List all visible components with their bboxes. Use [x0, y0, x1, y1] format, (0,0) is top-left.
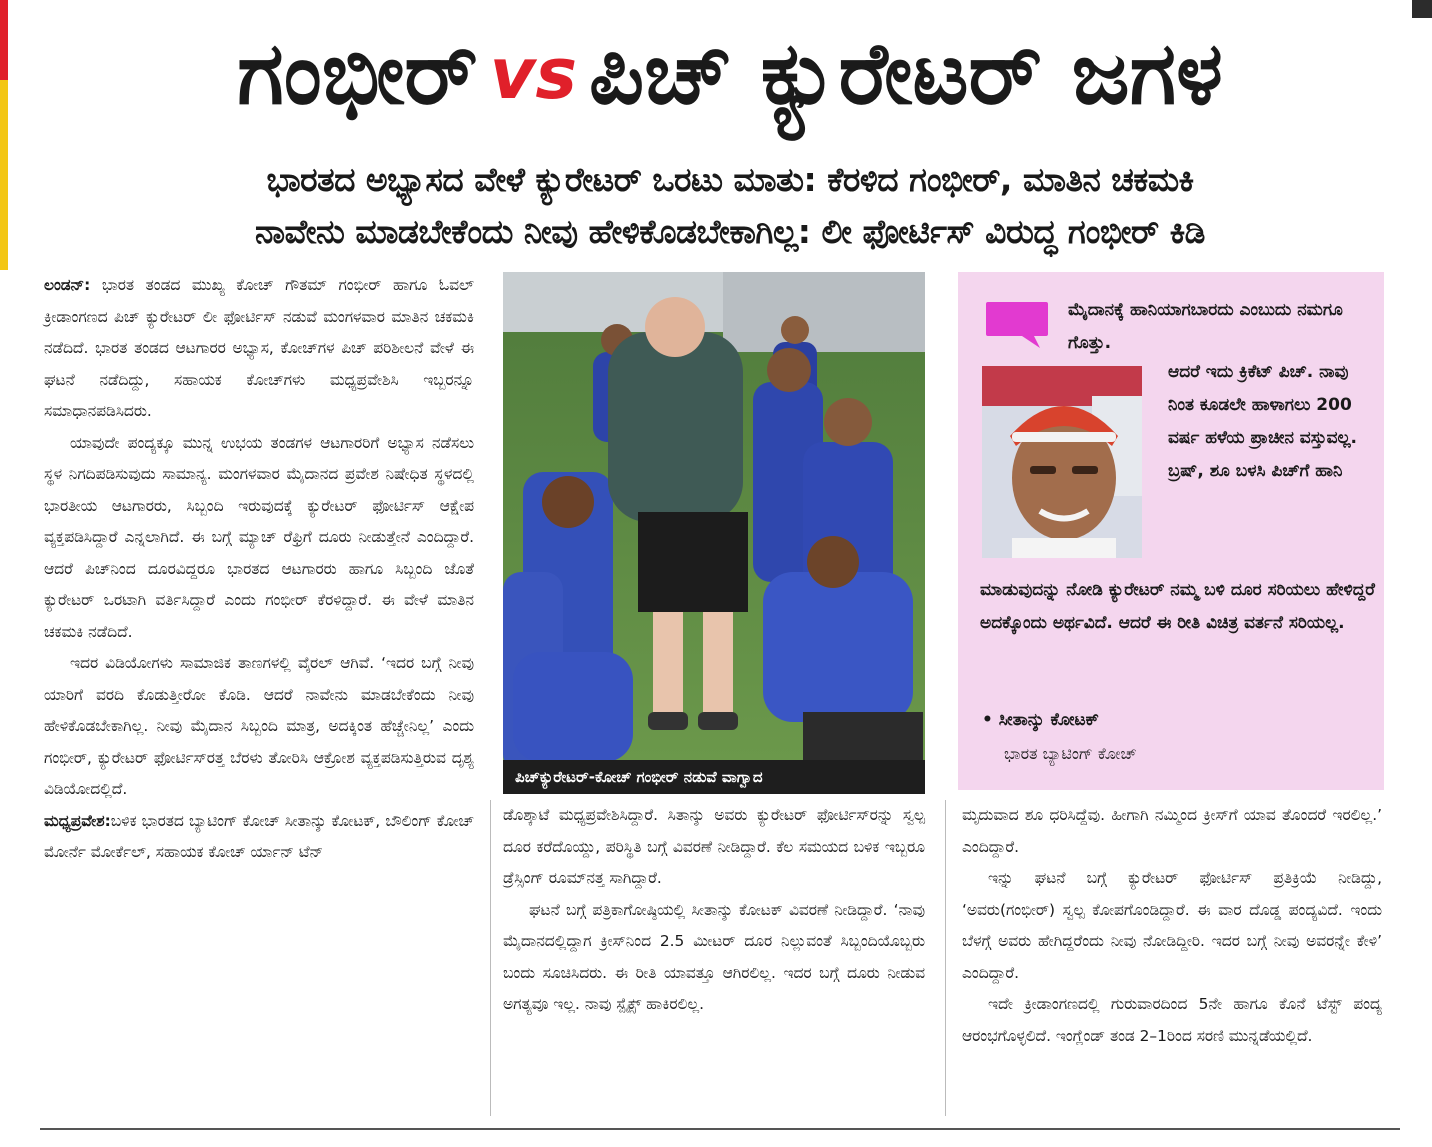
paragraph: ಯಾವುದೇ ಪಂದ್ಯಕ್ಕೂ ಮುನ್ನ ಉಭಯ ತಂಡಗಳ ಆಟಗಾರರಿಗೆ ಅಭ್ಯಾಸ ನಡೆಸಲು ಸ್ಥಳ ನಿಗದಿಪಡಿಸುವುದು ಸಾಮಾನ್ಯ. ಮಂಗಳವಾರ ಮೈದಾನದ ಪ್ರವೇಶ ನಿಷೇಧಿತ ಸ್ಥಳದಲ್ಲಿ ಭಾರತೀಯ ಆಟಗಾರರು, ಸಿಬ್ಬಂದಿ ಇರುವುದಕ್ಕೆ ಕ್ಯುರೇಟರ್ ಫೋರ್ಟಿಸ್ ಆಕ್ಷೇಪ ವ್ಯಕ್ತಪಡಿಸಿದ್ದಾರೆ ಎನ್ನಲಾಗಿದೆ. ಈ ಬಗ್ಗೆ ಮ್ಯಾಚ್ ರೆಫ್ರಿಗೆ ದೂರು ನೀಡುತ್ತೇನೆ ಎಂದಿದ್ದಾರೆ. ಆದರೆ ಪಿಚ್‌ನಿಂದ ದೂರವಿದ್ದರೂ ಭಾರತದ ಆಟಗಾರರು ಹಾಗೂ ಸಿಬ್ಬಂದಿ ಜೊತೆ ಕ್ಯುರೇಟರ್ ಒರಟಾಗಿ ವರ್ತಿಸಿದ್ದಾರೆ ಎಂದು ಗಂಭೀರ್ ಕೆರಳಿದ್ದಾರೆ. ಈ ವೇಳೆ ಮಾತಿನ ಚಕಮಕಿ ನಡೆದಿದೆ.: [44, 433, 474, 641]
quote-line-c: ಮಾಡುವುದನ್ನು ನೋಡಿ ಕ್ಯುರೇಟರ್ ನಮ್ಮ ಬಳಿ ದೂರ ಸರಿಯಲು ಹೇಳಿದ್ದರೆ ಅದಕ್ಕೊಂದು ಅರ್ಥವಿದೆ. ಆದರೆ ಈ ರೀತಿ ವಿಚಿತ್ರ ವರ್ತನೆ ಸರಿಯಲ್ಲ.: [980, 580, 1375, 633]
headline-part2: ಪಿಚ್ ಕ್ಯುರೇಟರ್ ಜಗಳ: [589, 23, 1223, 124]
edge-red-bar: [0, 0, 8, 80]
paragraph: ಇನ್ನು ಘಟನೆ ಬಗ್ಗೆ ಕ್ಯುರೇಟರ್ ಫೋರ್ಟಿಸ್ ಪ್ರತಿಕ್ರಿಯೆ ನೀಡಿದ್ದು, ‘ಅವರು(ಗಂಭೀರ್) ಸ್ವಲ್ಪ ಕೋಪಗೊಂಡಿದ್ದಾರೆ. ಈ ವಾರ ದೊಡ್ಡ ಪಂದ್ಯವಿದೆ. ಇಂದು ಬೆಳಗ್ಗೆ ಅವರು ಹೇಗಿದ್ದರೆಂದು ನೀವು ನೋಡಿದ್ದೀರಿ. ಇದರ ಬಗ್ಗೆ ನೀವು ಅವರನ್ನೇ ಕೇಳಿ’ ಎಂದಿದ್ದಾರೆ.: [962, 869, 1382, 982]
quote-line-a: ಮೈದಾನಕ್ಕೆ ಹಾನಿಯಾಗಬಾರದು ಎಂಬುದು ನಮಗೂ ಗೊತ್ತು.: [1068, 300, 1343, 353]
edge-yellow-bar: [0, 80, 8, 270]
dateline: ಲಂಡನ್:: [44, 276, 91, 294]
article-column-2: [503, 800, 925, 1021]
paragraph: [44, 806, 474, 869]
column-divider: [945, 800, 946, 1116]
speech-bubble-icon: [984, 300, 1050, 350]
paragraph: ಇದೇ ಕ್ರೀಡಾಂಗಣದಲ್ಲಿ ಗುರುವಾರದಿಂದ 5ನೇ ಹಾಗೂ ಕೊನೆ ಟೆಸ್ಟ್ ಪಂದ್ಯ ಆರಂಭಗೊಳ್ಳಲಿದೆ. ಇಂಗ್ಲೆಂಡ್ ತಂಡ 2–1ರಿಂದ ಸರಣಿ ಮುನ್ನಡೆಯಲ್ಲಿದೆ.: [962, 995, 1382, 1045]
photo-illustration: [503, 272, 925, 794]
paragraph: [44, 270, 474, 428]
portrait-illustration: [982, 366, 1142, 558]
quote-attribution-name: • ಸೀತಾನ್ಶು ಕೋಟಕ್: [982, 710, 1099, 730]
coach-portrait: [982, 366, 1142, 558]
headline-part1: ಗಂಭೀರ್: [237, 23, 478, 124]
paragraph-text: ಭಾರತ ತಂಡದ ಮುಖ್ಯ ಕೋಚ್ ಗೌತಮ್ ಗಂಭೀರ್ ಹಾಗೂ ಓವಲ್ ಕ್ರೀಡಾಂಗಣದ ಪಿಚ್ ಕ್ಯುರೇಟರ್ ಲೀ ಫೋರ್ಟಿಸ್ ನಡುವೆ ಮಂಗಳವಾರ ಮಾತಿನ ಚಕಮಕಿ ನಡೆದಿದೆ. ಭಾರತ ತಂಡದ ಆಟಗಾರರ ಅಭ್ಯಾಸ, ಕೋಚ್‌ಗಳ ಪಿಚ್ ಪರಿಶೀಲನೆ ವೇಳೆ ಈ ಘಟನೆ ನಡೆದಿದ್ದು, ಸಹಾಯಕ ಕೋಚ್‌ಗಳು ಮಧ್ಯಪ್ರವೇಶಿಸಿ ಇಬ್ಬರನ್ನೂ ಸಮಾಧಾನಪಡಿಸಿದರು.: [44, 276, 474, 420]
article-column-3: [962, 800, 1382, 1052]
paragraph: ಮೃದುವಾದ ಶೂ ಧರಿಸಿದ್ದೆವು. ಹೀಗಾಗಿ ನಮ್ಮಿಂದ ಕ್ರೀಸ್‌ಗೆ ಯಾವ ತೊಂದರೆ ಇರಲಿಲ್ಲ.’ ಎಂದಿದ್ದಾರೆ.: [962, 806, 1382, 856]
column-divider: [490, 800, 491, 1116]
subhead: ಮಧ್ಯಪ್ರವೇಶ:: [44, 811, 111, 830]
headline-vs: vs: [489, 32, 578, 115]
quote-line-b: ಆದರೆ ಇದು ಕ್ರಿಕೆಟ್ ಪಿಚ್. ನಾವು ನಿಂತ ಕೂಡಲೇ ಹಾಳಾಗಲು 200 ವರ್ಷ ಹಳೆಯ ಪ್ರಾಚೀನ ವಸ್ತುವಲ್ಲ. ಬ್ರಷ್, ಶೂ ಬಳಸಿ ಪಿಚ್‌ಗೆ ಹಾನಿ: [1168, 362, 1358, 481]
deck-line-1: ಭಾರತದ ಅಭ್ಯಾಸದ ವೇಳೆ ಕ್ಯುರೇಟರ್ ಒರಟು ಮಾತು: ಕೆರಳಿದ ಗಂಭೀರ್, ಮಾತಿನ ಚಕಮಕಿ: [266, 160, 1194, 199]
paragraph-text: ಬಳಿಕ ಭಾರತದ ಬ್ಯಾಟಿಂಗ್ ಕೋಚ್ ಸೀತಾನ್ಶು ಕೋಟಕ್, ಬೌಲಿಂಗ್ ಕೋಚ್ ಮೋರ್ನೆ ಮೋರ್ಕೆಲ್, ಸಹಾಯಕ ಕೋಚ್ ರ್ಯಾನ್ ಟೆನ್: [44, 811, 474, 861]
paragraph: ಇದರ ವಿಡಿಯೋಗಳು ಸಾಮಾಜಿಕ ತಾಣಗಳಲ್ಲಿ ವೈರಲ್ ಆಗಿವೆ. ‘ಇದರ ಬಗ್ಗೆ ನೀವು ಯಾರಿಗೆ ವರದಿ ಕೊಡುತ್ತೀರೋ ಕೊಡಿ. ಆದರೆ ನಾವೇನು ಮಾಡಬೇಕೆಂದು ನೀವು ಹೇಳಿಕೊಡಬೇಕಾಗಿಲ್ಲ. ನೀವು ಮೈದಾನ ಸಿಬ್ಬಂದಿ ಮಾತ್ರ, ಅದಕ್ಕಿಂತ ಹೆಚ್ಚೇನಿಲ್ಲ’ ಎಂದು ಗಂಭೀರ್, ಕ್ಯುರೇಟರ್ ಫೋರ್ಟಿಸ್‌ರತ್ತ ಬೆರಳು ತೋರಿಸಿ ಆಕ್ರೋಶ ವ್ಯಕ್ತಪಡಿಸುತ್ತಿರುವ ದೃಶ್ಯ ವಿಡಿಯೋದಲ್ಲಿದೆ.: [44, 654, 474, 798]
paragraph: ಘಟನೆ ಬಗ್ಗೆ ಪತ್ರಿಕಾಗೋಷ್ಠಿಯಲ್ಲಿ ಸೀತಾನ್ಶು ಕೋಟಕ್ ವಿವರಣೆ ನೀಡಿದ್ದಾರೆ. ‘ನಾವು ಮೈದಾನದಲ್ಲಿದ್ದಾಗ ಕ್ರೀಸ್‌ನಿಂದ 2.5 ಮೀಟರ್ ದೂರ ನಿಲ್ಲುವಂತೆ ಸಿಬ್ಬಂದಿಯೊಬ್ಬರು ಬಂದು ಸೂಚಿಸಿದರು. ಈ ರೀತಿ ಯಾವತ್ತೂ ಆಗಿರಲಿಲ್ಲ. ಇದರ ಬಗ್ಗೆ ದೂರು ನೀಡುವ ಅಗತ್ಯವೂ ಇಲ್ಲ. ನಾವು ಸ್ಪೈಕ್ಸ್ ಹಾಕಿರಲಿಲ್ಲ.: [503, 900, 925, 1013]
headline: [40, 6, 1420, 141]
paragraph: ಡೊಶ್ಕಾಟೆ ಮಧ್ಯಪ್ರವೇಶಿಸಿದ್ದಾರೆ. ಸಿತಾನ್ಶು ಅವರು ಕ್ಯುರೇಟರ್ ಫೋರ್ಟಿಸ್‌ರನ್ನು ಸ್ವಲ್ಪ ದೂರ ಕರೆದೊಯ್ದು, ಪರಿಸ್ಥಿತಿ ಬಗ್ಗೆ ವಿವರಣೆ ನೀಡಿದ್ದಾರೆ. ಕೆಲ ಸಮಯದ ಬಳಿಕ ಇಬ್ಬರೂ ಡ್ರೆಸ್ಸಿಂಗ್ ರೂಮ್‌ನತ್ತ ಸಾಗಿದ್ದಾರೆ.: [503, 806, 925, 887]
news-photo: [503, 272, 925, 794]
footer-rule: [40, 1128, 1400, 1130]
article-column-1: [44, 270, 474, 869]
quote-box: [958, 272, 1384, 790]
photo-caption: ಪಿಚ್‌ಕ್ಯುರೇಟರ್-ಕೋಚ್ ಗಂಭೀರ್ ನಡುವೆ ವಾಗ್ವಾದ: [503, 760, 925, 794]
deck-line-2: ನಾವೇನು ಮಾಡಬೇಕೆಂದು ನೀವು ಹೇಳಿಕೊಡಬೇಕಾಗಿಲ್ಲ: ಲೀ ಫೋರ್ಟಿಸ್ ವಿರುದ್ಧ ಗಂಭೀರ್ ಕಿಡಿ: [255, 212, 1205, 251]
quote-attribution-role: ಭಾರತ ಬ್ಯಾಟಿಂಗ್ ಕೋಚ್: [1004, 744, 1137, 763]
